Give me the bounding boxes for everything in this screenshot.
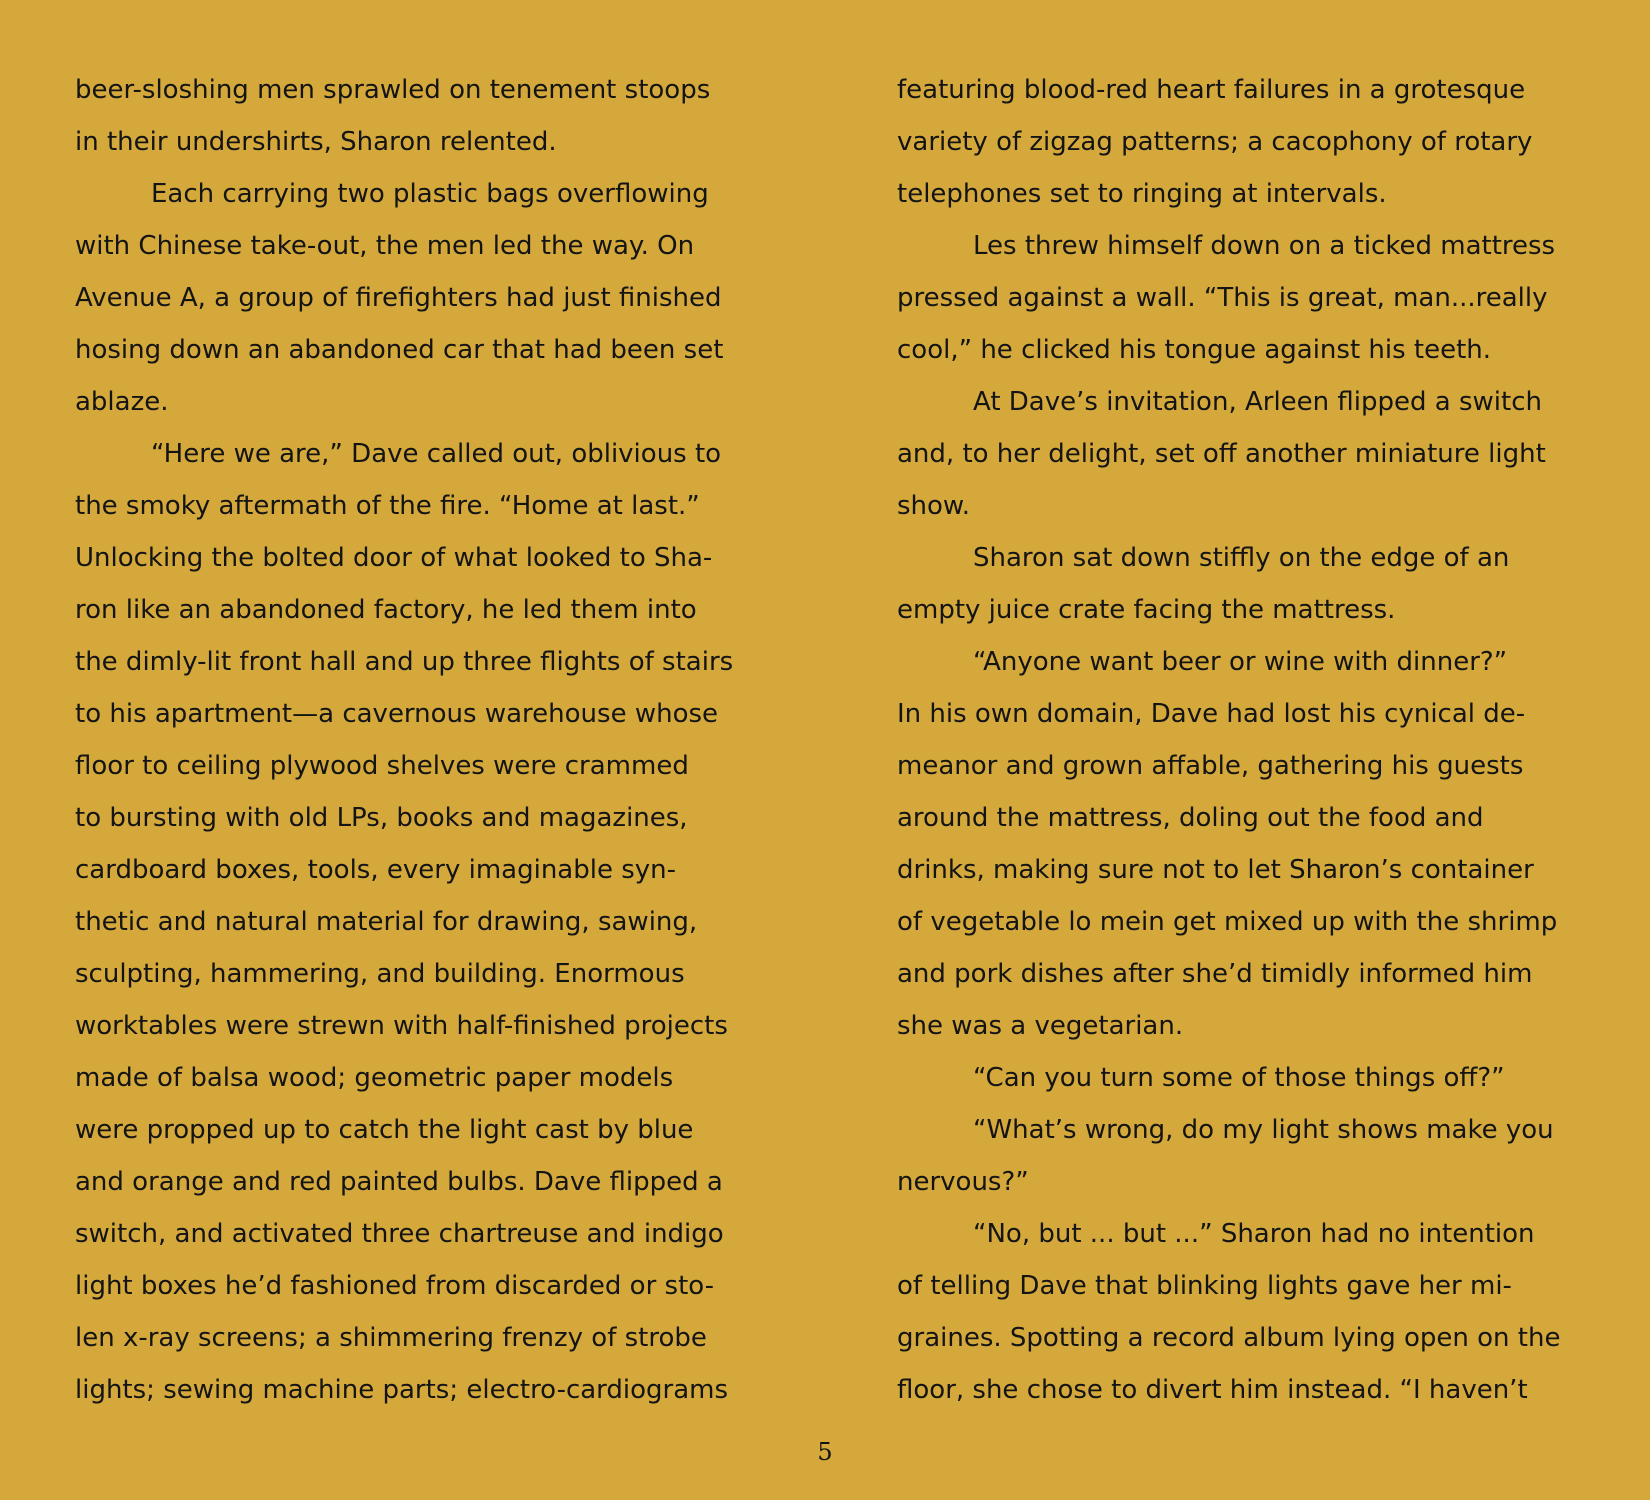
text-line: and orange and red painted bulbs. Dave flipped a — [75, 1167, 723, 1197]
text-line: drinks, making sure not to let Sharon’s container — [897, 855, 1534, 885]
text-line: Les threw himself down on a ticked mattress — [973, 231, 1556, 261]
text-line: pressed against a wall. “This is great, man...really — [897, 283, 1548, 313]
text-line: “No, but ... but ...” Sharon had no intention — [973, 1219, 1535, 1249]
text-line: featuring blood-red heart failures in a grotesque — [897, 75, 1526, 105]
text-line: to bursting with old LPs, books and magazines, — [75, 803, 688, 833]
text-line: graines. Spotting a record album lying open on the — [897, 1323, 1561, 1353]
text-line: Sharon sat down stiffly on the edge of an — [973, 543, 1510, 573]
text-line: switch, and activated three chartreuse and indigo — [75, 1219, 724, 1249]
text-line: “What’s wrong, do my light shows make you — [973, 1115, 1554, 1145]
text-line: Unlocking the bolted door of what looked to Sha- — [75, 543, 713, 573]
text-line: floor to ceiling plywood shelves were crammed — [75, 751, 689, 781]
text-line: hosing down an abandoned car that had been set — [75, 335, 724, 365]
text-line: cardboard boxes, tools, every imaginable syn- — [75, 855, 677, 885]
text-line: sculpting, hammering, and building. Enormous — [75, 959, 685, 989]
text-line: floor, she chose to divert him instead. “I haven’t — [897, 1375, 1528, 1405]
text-line: lights; sewing machine parts; electro-cardiograms — [75, 1375, 729, 1405]
text-line: of vegetable lo mein get mixed up with the shrimp — [897, 907, 1558, 937]
text-line: around the mattress, doling out the food and — [897, 803, 1484, 833]
text-line: Each carrying two plastic bags overflowing — [151, 179, 709, 209]
text-line: with Chinese take-out, the men led the way. On — [75, 231, 695, 261]
left-text-column — [75, 64, 755, 1416]
text-line: “Can you turn some of those things off?” — [973, 1063, 1505, 1093]
text-line: ron like an abandoned factory, he led them into — [75, 595, 697, 625]
page-number: 5 — [817, 1438, 833, 1466]
text-line: “Here we are,” Dave called out, oblivious to — [151, 439, 722, 469]
text-line: to his apartment—a cavernous warehouse whose — [75, 699, 719, 729]
text-line: of telling Dave that blinking lights gave her mi- — [897, 1271, 1512, 1301]
text-line: in their undershirts, Sharon relented. — [75, 127, 557, 157]
text-line: and, to her delight, set off another miniature light — [897, 439, 1546, 469]
text-line: empty juice crate facing the mattress. — [897, 595, 1396, 625]
right-text-column — [897, 64, 1587, 1416]
text-line: light boxes he’d fashioned from discarded or sto- — [75, 1271, 715, 1301]
text-line: Avenue A, a group of firefighters had just finished — [75, 283, 722, 313]
text-line: the dimly-lit front hall and up three flights of stairs — [75, 647, 734, 677]
text-line: cool,” he clicked his tongue against his teeth. — [897, 335, 1492, 365]
text-line: telephones set to ringing at intervals. — [897, 179, 1387, 209]
text-line: beer-sloshing men sprawled on tenement stoops — [75, 75, 711, 105]
text-line: In his own domain, Dave had lost his cynical de- — [897, 699, 1526, 729]
text-line: and pork dishes after she’d timidly informed him — [897, 959, 1533, 989]
text-line: “Anyone want beer or wine with dinner?” — [973, 647, 1508, 677]
text-line: show. — [897, 491, 971, 521]
text-line: she was a vegetarian. — [897, 1011, 1184, 1041]
text-line: ablaze. — [75, 387, 169, 417]
text-line: len x-ray screens; a shimmering frenzy of strobe — [75, 1323, 707, 1353]
text-line: meanor and grown affable, gathering his guests — [897, 751, 1524, 781]
text-line: were propped up to catch the light cast by blue — [75, 1115, 694, 1145]
text-line: the smoky aftermath of the fire. “Home at last.” — [75, 491, 700, 521]
text-line: variety of zigzag patterns; a cacophony of rotary — [897, 127, 1533, 157]
text-line: thetic and natural material for drawing, sawing, — [75, 907, 698, 937]
text-line: worktables were strewn with half-finished projects — [75, 1011, 728, 1041]
text-line: At Dave’s invitation, Arleen flipped a switch — [973, 387, 1542, 417]
text-line: made of balsa wood; geometric paper models — [75, 1063, 674, 1093]
text-line: nervous?” — [897, 1167, 1029, 1197]
